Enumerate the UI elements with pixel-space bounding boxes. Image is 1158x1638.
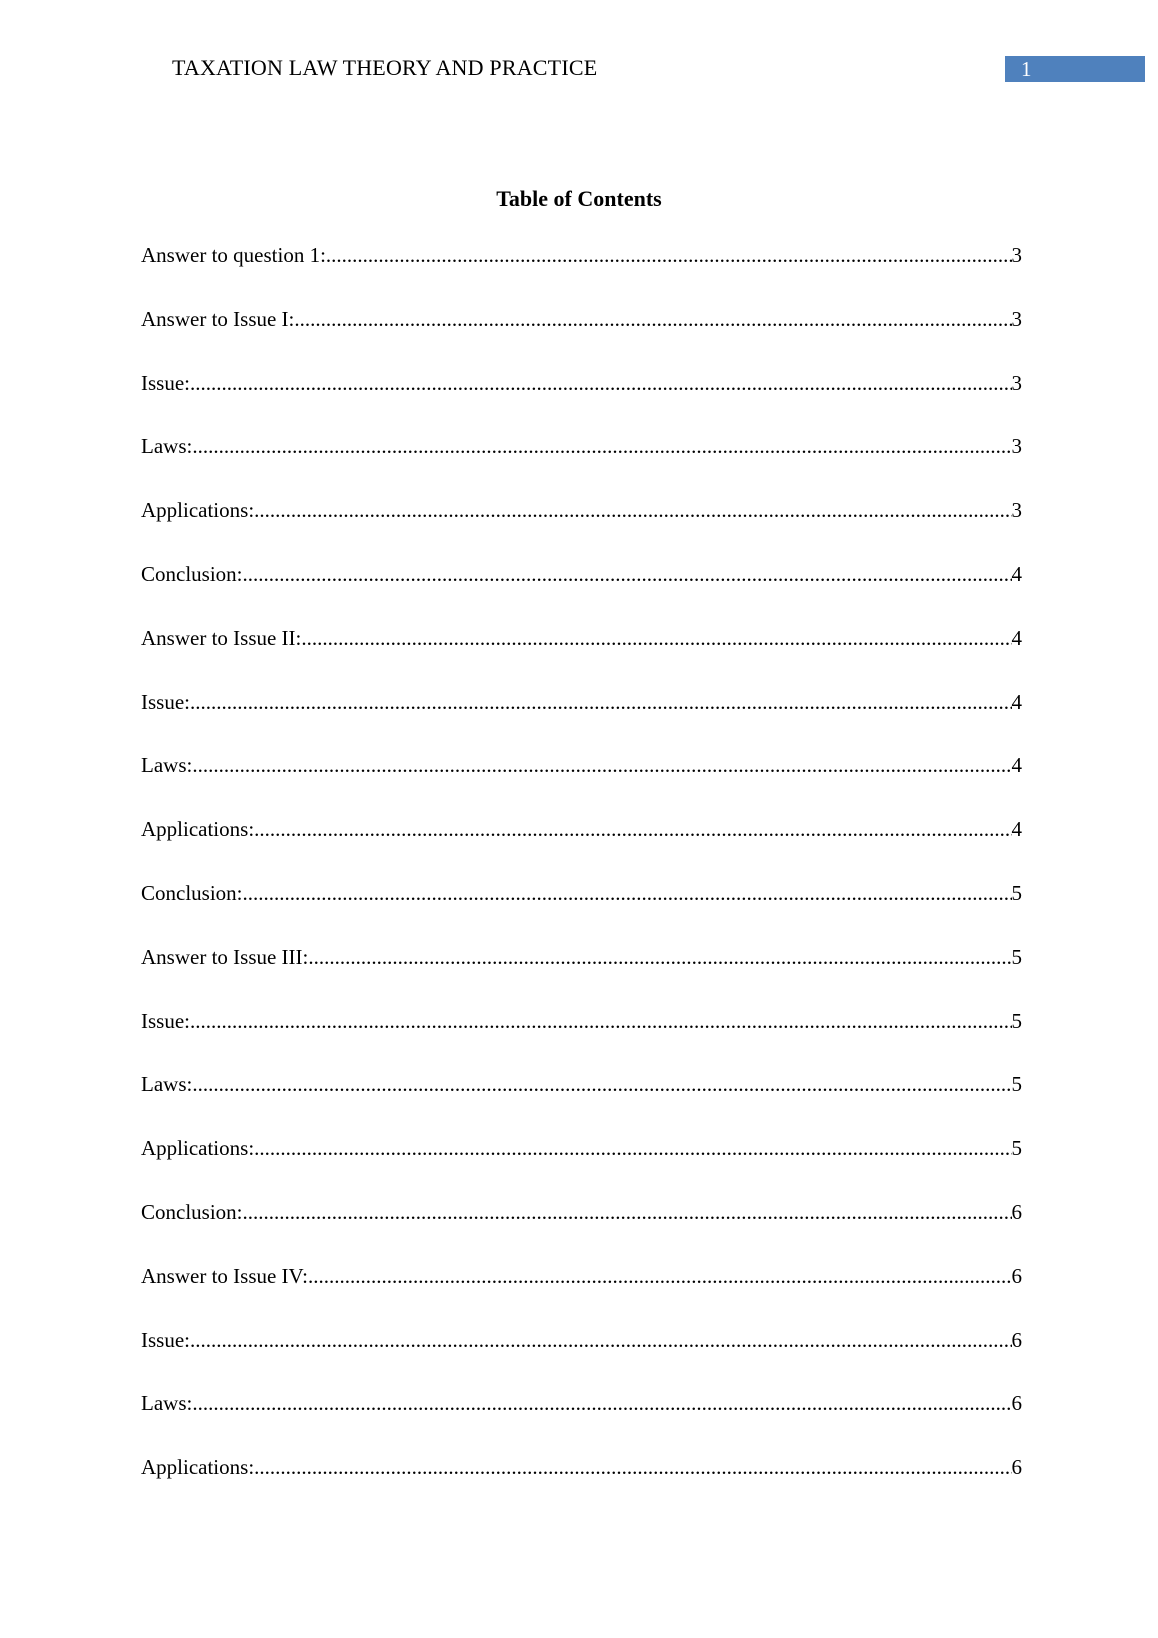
toc-entry[interactable] — [141, 752, 1022, 816]
toc-entry-label: Laws: — [141, 1391, 193, 1416]
toc-entry-page: 4 — [1011, 817, 1022, 842]
toc-entry-label: Answer to question 1: — [141, 243, 326, 267]
toc-entry-page: 6 — [1011, 1199, 1022, 1224]
toc-entry-page: 3 — [1011, 498, 1022, 523]
toc-entry[interactable] — [141, 1263, 1022, 1327]
toc-entry-label: Issue: — [141, 1008, 190, 1033]
toc-entry[interactable] — [141, 497, 1022, 561]
toc-entry-page: 6 — [1011, 1263, 1022, 1288]
toc-entry[interactable] — [141, 242, 1022, 306]
toc-entry-label: Applications: — [141, 1455, 255, 1480]
toc-leader-dots — [243, 561, 1012, 587]
toc-entry[interactable] — [141, 1327, 1022, 1391]
toc-entry-label: Answer to Issue II: — [141, 625, 302, 650]
toc-entry[interactable] — [141, 689, 1022, 753]
page-number-badge — [1005, 56, 1145, 82]
page-number: 1 — [1021, 57, 1032, 81]
toc-entry-label: Answer to Issue I: — [141, 306, 295, 331]
toc-entry[interactable] — [141, 880, 1022, 944]
toc-entry-label: Applications: — [141, 498, 255, 523]
toc-entry[interactable] — [141, 816, 1022, 880]
toc-leader-dots — [254, 497, 1011, 523]
toc-leader-dots — [190, 370, 1012, 396]
toc-entry-label: Conclusion: — [141, 1199, 243, 1224]
toc-entry-label: Applications: — [141, 1136, 255, 1161]
toc-leader-dots — [308, 944, 1011, 970]
toc-entry-page: 5 — [1011, 1136, 1022, 1161]
toc-heading: Table of Contents — [496, 186, 662, 211]
toc-entry-page: 3 — [1011, 306, 1022, 331]
toc-entry-label: Issue: — [141, 370, 190, 395]
toc-entry-page: 6 — [1011, 1455, 1022, 1480]
toc-leader-dots — [243, 880, 1012, 906]
toc-entry-label: Laws: — [141, 1072, 193, 1097]
toc-entry-page: 6 — [1011, 1391, 1022, 1416]
toc-list — [141, 242, 1022, 1518]
toc-entry-label: Issue: — [141, 1327, 190, 1352]
toc-entry-page: 4 — [1011, 625, 1022, 650]
running-header-title: TAXATION LAW THEORY AND PRACTICE — [172, 55, 598, 80]
toc-leader-dots — [308, 1263, 1012, 1289]
toc-entry-page: 3 — [1011, 370, 1022, 395]
toc-entry-page: 4 — [1011, 561, 1022, 586]
toc-entry[interactable] — [141, 306, 1022, 370]
toc-leader-dots — [326, 242, 1012, 268]
toc-entry[interactable] — [141, 1135, 1022, 1199]
toc-entry[interactable] — [141, 1008, 1022, 1072]
toc-entry-label: Laws: — [141, 753, 193, 778]
toc-entry-page: 5 — [1011, 1008, 1022, 1033]
toc-leader-dots — [301, 625, 1011, 651]
toc-leader-dots — [192, 1071, 1011, 1097]
toc-entry-page: 5 — [1011, 1072, 1022, 1097]
toc-leader-dots — [190, 1008, 1012, 1034]
toc-entry[interactable] — [141, 1071, 1022, 1135]
toc-entry-page: 6 — [1011, 1327, 1022, 1352]
toc-leader-dots — [192, 1390, 1011, 1416]
toc-leader-dots — [192, 433, 1011, 459]
toc-entry-page: 4 — [1011, 753, 1022, 778]
toc-entry-label: Answer to Issue III: — [141, 944, 309, 969]
toc-entry[interactable] — [141, 1199, 1022, 1263]
toc-leader-dots — [190, 689, 1012, 715]
toc-entry[interactable] — [141, 1454, 1022, 1518]
toc-entry-label: Laws: — [141, 434, 193, 459]
toc-leader-dots — [243, 1199, 1012, 1225]
toc-entry[interactable] — [141, 370, 1022, 434]
toc-entry-page: 5 — [1011, 944, 1022, 969]
toc-entry-label: Conclusion: — [141, 880, 243, 905]
toc-entry[interactable] — [141, 944, 1022, 1008]
toc-entry-page: 3 — [1011, 243, 1022, 267]
toc-entry-label: Issue: — [141, 689, 190, 714]
toc-entry[interactable] — [141, 433, 1022, 497]
toc-leader-dots — [254, 816, 1011, 842]
toc-entry-label: Applications: — [141, 817, 255, 842]
toc-entry-page: 3 — [1011, 434, 1022, 459]
toc-leader-dots — [294, 306, 1011, 332]
toc-entry[interactable] — [141, 625, 1022, 689]
toc-entry[interactable] — [141, 561, 1022, 625]
toc-leader-dots — [190, 1327, 1012, 1353]
toc-entry-label: Answer to Issue IV: — [141, 1263, 308, 1288]
toc-leader-dots — [254, 1454, 1011, 1480]
toc-leader-dots — [192, 752, 1011, 778]
toc-entry-page: 4 — [1011, 689, 1022, 714]
toc-entry-page: 5 — [1011, 880, 1022, 905]
toc-leader-dots — [254, 1135, 1011, 1161]
toc-entry-label: Conclusion: — [141, 561, 243, 586]
toc-entry[interactable] — [141, 1390, 1022, 1454]
